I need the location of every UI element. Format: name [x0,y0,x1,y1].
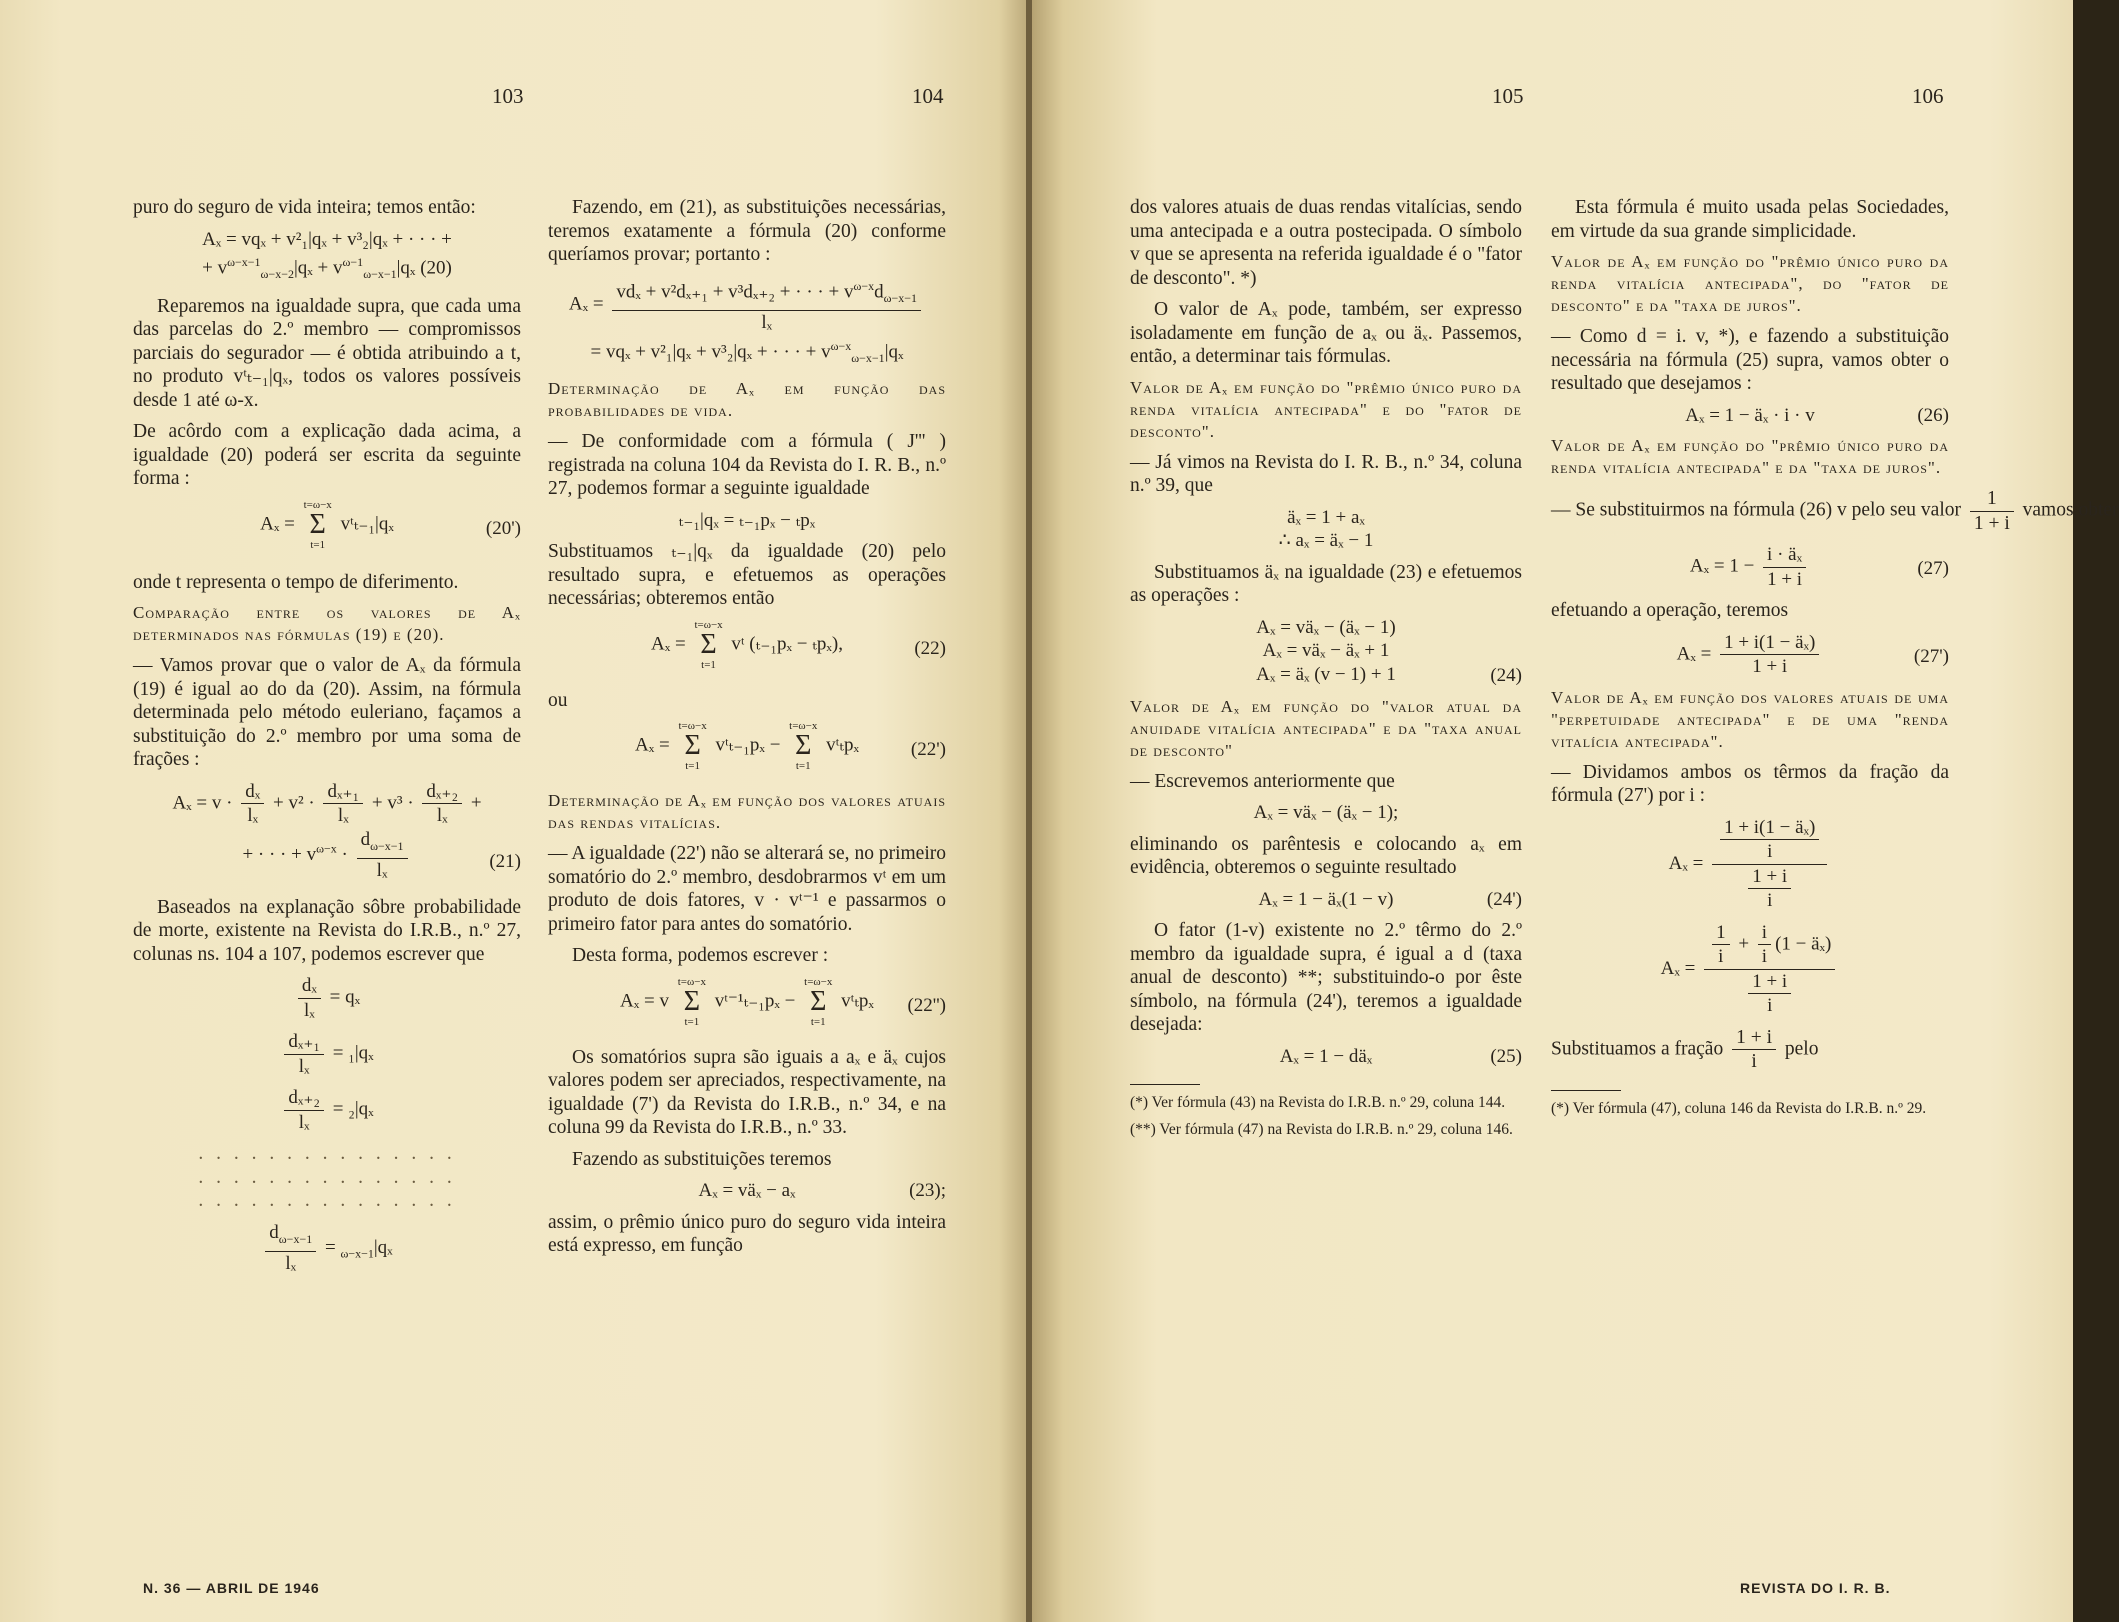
paragraph: Reparemos na igualdade supra, que cada uma das parcelas do 2.º membro — compromissos parciais do segurador — é obtida atribuindo a t, no produto vᵗₜ₋₁|qₓ, todos os valores possíveis desde 1 até ω-x. [133,295,521,411]
equation-number: (24) [1490,664,1522,686]
paragraph: Os somatórios supra são iguais a aₓ e äₓ cujos valores podem ser apreciados, respectivamente, na igualdade (7') da Revista do I.R.B., n.º 34, e na coluna 99 da Revista do I.R.B., n.º 33. [548,1046,946,1139]
section-heading: Valor de Aₓ em função do "prêmio único puro da renda vitalícia antecipada", do "fator de desconto" e da "taxa de juros". [1551,252,1949,315]
paragraph: Fazendo as substituições teremos [572,1148,832,1170]
equation-separated-terms: Aₓ = $\frac{1}{i}$ + $\frac{i}{i}$ (1 − äₓ) $\frac{1 + i}{i}$ [1551,921,1949,1018]
equation-22-prime: Aₓ = t=ω−x Σ t=1 vᵗₜ₋₁pₓ − t=ω−x Σ t=1 vᵗₜpₓ (22') [635,720,946,773]
paragraph [1551,1026,1949,1074]
equation-number: (25) [1490,1045,1522,1067]
equation-number: (27) [1917,558,1949,579]
equation-26: Aₓ = 1 − äₓ · i · v (26) [1685,404,1949,426]
section-heading: Valor de Aₓ em função dos valores atuais de uma "perpetuidade antecipada" e de uma "renda vitalícia antecipada". [1551,687,1949,751]
equation-27-prime: Aₓ = $\frac{\text{1 + i(1 − äₓ)}}{1 + i}$ (27') [1676,631,1949,677]
equation-22-double-prime: Aₓ = v t=ω−x Σ t=1 vᵗ⁻¹ₜ₋₁pₓ − t=ω−x Σ t=1 vᵗₜpₓ (22'') [620,975,946,1028]
section-heading: Valor de Aₓ em função do "prêmio único puro da renda vitalícia antecipada" e da "taxa de juros". [1551,436,1949,477]
equation-dx1-over-lx: $\frac{\text{dₓ₊₁}}{\text{lₓ}}$ = ₁|qₓ [133,1030,521,1078]
paragraph: — Como d = i. v, *), e fazendo a substituição necessária na fórmula (25) supra, vamos obter o resultado que desejamos : [1551,326,1949,394]
footnote: (**) Ver fórmula (47) na Revista do I.R.B. n.º 29, coluna 146. [1130,1121,1513,1138]
equation-number: (23); [909,1180,946,1202]
equation-20-prime: Aₓ = t=ω−x Σ t=1 vᵗₜ₋₁|qₓ (20') [260,498,521,551]
page-number-105: 105 [1492,84,1524,108]
paragraph: assim, o prêmio único puro do seguro vida inteira está expresso, em função [548,1211,946,1257]
footnote: (*) Ver fórmula (47), coluna 146 da Revista do I.R.B. n.º 29. [1551,1099,1927,1117]
page-number-106: 106 [1912,84,1944,108]
paragraph: Substituamos ₜ₋₁|qₓ da igualdade (20) pelo resultado supra, e efetuemos as operações necessárias; obteremos então [548,541,946,610]
paragraph: — Dividamos ambos os têrmos da fração da fórmula (27') por i : [1551,761,1949,806]
paragraph-text: — Se substituirmos na fórmula (26) v pelo seu valor [1551,499,1961,521]
paragraph: onde t representa o tempo de diferimento. [133,571,459,593]
equation-number: (22'') [907,994,946,1016]
paragraph: Baseados na explanação sôbre probabilidade de morte, existente na Revista do I.R.B., n.º 27, colunas ns. 104 a 107, podemos escrever que [133,896,521,965]
paragraph: dos valores atuais de duas rendas vitalícias, sendo uma antecipada e a outra postecipada. O símbolo v que se apresenta na referida igualdade é o "fator de desconto". *) [1130,197,1522,289]
paragraph: eliminando os parêntesis e colocando aₓ em evidência, obteremos o seguinte resultado [1130,833,1522,878]
equation-probabilities: Aₓ = vdₓ + v²dₓ₊₁ + v³dₓ₊₂ + · · · + $v^{\omega-x}d_{\omega-x-1}$ lₓ = vqₓ + v²₁|qₓ + v³₂|qₓ + · · · + $v^{\omega-x}_{\omega-x-1}|q_x$ [548,275,946,371]
paragraph-text: pelo [1784,1037,1819,1059]
equation-divided-by-i: Aₓ = $\frac{\frac{\text{1 + i(1 − äₓ)}}{i}}{\frac{1 + i}{i}}$ [1551,816,1949,913]
footnote-rule [1551,1090,1621,1091]
paragraph [1551,487,2119,535]
equation-number: (27') [1913,645,1949,667]
paragraph: efetuando a operação, teremos [1551,600,1789,621]
footer-issue: N. 36 — ABRIL DE 1946 [143,1580,320,1596]
equation-24-prime: Aₓ = 1 − äₓ(1 − v) (24') [1258,888,1522,910]
paragraph: Fazendo, em (21), as substituições necessárias, teremos exatamente a fórmula (20) conforme queríamos provar; portanto : [548,197,946,265]
paragraph: — Já vimos na Revista do I. R. B., n.º 34, coluna n.º 39, que [1130,451,1522,496]
paragraph: Substituamos äₓ na igualdade (23) e efetuemos as operações : [1130,561,1522,606]
paragraph: Desta forma, podemos escrever : [572,945,829,967]
fraction-one-over-one-plus-i: $\frac{1}{1 + i}$ [1970,487,2014,535]
paragraph: — A igualdade (22') não se alterará se, no primeiro somatório do 2.º membro, desdobrarmos vᵗ em um produto de dois fatores, v · vᵗ⁻¹ e passarmos o primeiro fator para antes do somatório. [548,843,946,935]
column-104 [548,196,946,1266]
fraction-one-plus-i-over-i: $\frac{1 + i}{i}$ [1732,1026,1776,1074]
text-or: ou [548,689,568,711]
paragraph: — De conformidade com a fórmula ( J''' ) registrada na coluna 104 da Revista do I. R. B., n.º 27, podemos formar a seguinte igualdade [548,431,946,500]
equation-annuity-relation: äₓ = 1 + aₓ ∴ aₓ = äₓ − 1 [1278,506,1374,551]
equation-number: (22') [910,739,946,761]
equation-27: Aₓ = 1 − $\frac{\text{i · äₓ}}{1 + i}$ (27) [1689,544,1949,590]
section-heading: Valor de Aₓ em função do "valor atual da anuidade vitalícia antecipada" e da "taxa anual de desconto" [1130,696,1522,760]
equation-number: (20) [420,257,452,279]
equation-24: Aₓ = väₓ − (äₓ − 1) Aₓ = väₓ − äₓ + 1 Aₓ = äₓ (v − 1) + 1 (24) [1256,616,1522,686]
equation-deferred-q: ₜ₋₁|qₓ = ₜ₋₁pₓ − ₜpₓ [678,509,816,531]
equation-last-term: $\frac{d_{\omega-x-1}}{\text{lₓ}}$ = $_{\omega-x-1}$|qₓ [133,1221,521,1276]
equation-number: (24') [1486,888,1522,910]
paragraph: Esta fórmula é muito usada pelas Sociedades, em virtude da sua grande simplicidade. [1551,197,1949,242]
paragraph: — Vamos provar que o valor de Aₓ da fórmula (19) é igual ao do da (20). Assim, na fórmula determinada pelo método euleriano, façamos a substituição do 2.º membro por uma soma de frações : [133,655,521,771]
equation-23-restated: Aₓ = väₓ − (äₓ − 1); [1253,802,1399,823]
paragraph: puro do seguro de vida inteira; temos então: [133,197,476,218]
equation-number: (21) [489,850,521,872]
equation-21: Aₓ = v · $\frac{\text{dₓ}}{\text{lₓ}}$ + v² · $\frac{\text{dₓ₊₁}}{\text{lₓ}}$ + v³ · $\frac{\text{dₓ₊₂}}{\text{lₓ}}$ + + · · · + $v^{\omega-x}$ · $\frac{d_{\omega-x-1}}{\text{lₓ}}$ (21) [172,780,521,881]
equation-22: Aₓ = t=ω−x Σ t=1 vᵗ (ₜ₋₁pₓ − ₜpₓ), (22) [651,618,946,671]
section-heading: Determinação de Aₓ em função dos valores atuais das rendas vitalícias. [548,791,946,833]
paragraph: O fator (1-v) existente no 2.º têrmo do 2.º membro da igualdade supra, é igual a d (taxa anual de desconto) **; substituindo-o por êste símbolo, na fórmula (24'), teremos a igualdade desejada: [1130,920,1522,1035]
equation-dx2-over-lx: $\frac{\text{dₓ₊₂}}{\text{lₓ}}$ = ₂|qₓ [133,1086,521,1134]
column-105 [1130,196,1522,1147]
equation-number: (22) [914,637,946,659]
equation-dx-over-lx: $\frac{\text{dₓ}}{\text{lₓ}}$ = qₓ [133,974,521,1022]
ellipsis-rows: . . . . . . . . . . . . . . . . . . . . . . . . . . . . . . . . . . . . . . . . . . . . . [198,1143,456,1212]
footer-journal: REVISTA DO I. R. B. [1740,1580,1891,1596]
paragraph: — Escrevemos anteriormente que [1130,770,1395,792]
footnote: (*) Ver fórmula (43) na Revista do I.R.B. n.º 29, coluna 144. [1130,1094,1506,1111]
equation-20: Aₓ = vqₓ + v²₁|qₓ + v³₂|qₓ + · · · + + $v^{\omega-x-1}_{\omega-x-2}|q_x + v^{\omega-1}_{\omega-x-1}|q_x$ (20) [202,228,452,282]
column-103 [133,196,521,1283]
equation-25: Aₓ = 1 − däₓ (25) [1279,1045,1522,1067]
section-heading: Determinação de Aₓ em função das probabilidades de vida. [548,379,946,421]
section-heading: Comparação entre os valores de Aₓ determinados nas fórmulas (19) e (20). [133,603,521,645]
paragraph-text: vamos obter [2022,499,2119,521]
section-heading: Valor de Aₓ em função do "prêmio único puro da renda vitalícia antecipada" e do "fator de desconto". [1130,377,1522,441]
paragraph: De acôrdo com a explicação dada acima, a igualdade (20) poderá ser escrita da seguinte forma : [133,421,521,490]
footnote-rule [1130,1084,1200,1085]
equation-number: (20') [485,517,521,539]
paragraph-text: Substituamos a fração [1551,1037,1724,1059]
column-106 [1551,196,2119,1126]
page-number-103: 103 [492,84,524,108]
equation-number: (26) [1917,404,1949,426]
paragraph: O valor de Aₓ pode, também, ser expresso isoladamente em função de aₓ ou äₓ. Passemos, então, a determinar tais fórmulas. [1130,299,1522,367]
page-number-104: 104 [912,84,944,108]
equation-23: Aₓ = väₓ − aₓ (23); [698,1180,946,1202]
